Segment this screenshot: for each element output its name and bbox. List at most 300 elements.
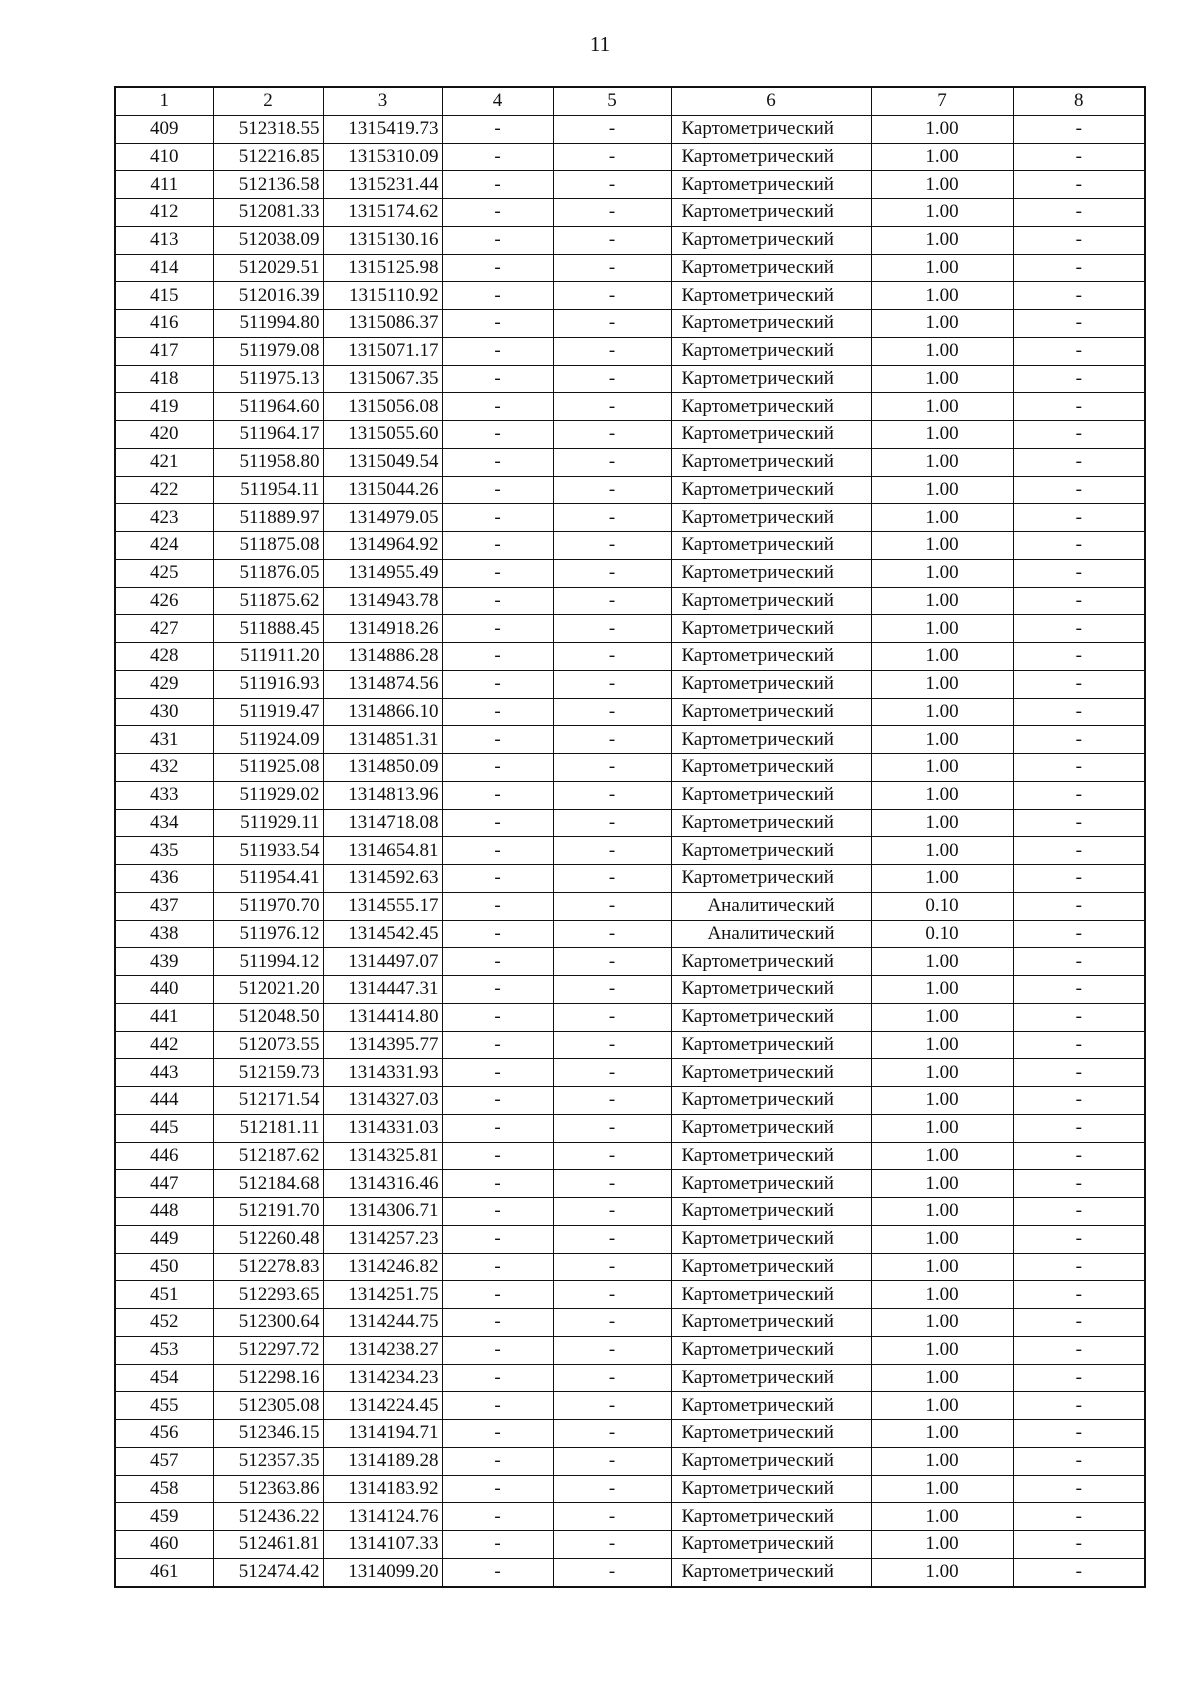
col4-cell: -	[442, 504, 553, 532]
y-coordinate-cell: 1314447.31	[323, 976, 442, 1004]
point-number-cell: 453	[115, 1336, 213, 1364]
method-cell: Картометрический	[671, 1531, 871, 1559]
table-row	[115, 1003, 1145, 1031]
x-coordinate-cell: 512187.62	[213, 1142, 323, 1170]
table-row	[115, 1170, 1145, 1198]
accuracy-cell: 1.00	[871, 337, 1013, 365]
col4-cell: -	[442, 532, 553, 560]
accuracy-cell: 1.00	[871, 476, 1013, 504]
point-number-cell: 411	[115, 171, 213, 199]
table-row	[115, 532, 1145, 560]
page-number: 11	[589, 32, 611, 56]
method-cell: Картометрический	[671, 310, 871, 338]
col5-cell: -	[553, 1364, 671, 1392]
col8-cell: -	[1013, 1087, 1145, 1115]
col4-cell: -	[442, 1364, 553, 1392]
y-coordinate-cell: 1315055.60	[323, 421, 442, 449]
x-coordinate-cell: 511994.80	[213, 310, 323, 338]
accuracy-cell: 1.00	[871, 1253, 1013, 1281]
point-number-cell: 439	[115, 948, 213, 976]
col5-cell: -	[553, 1170, 671, 1198]
col8-cell: -	[1013, 892, 1145, 920]
y-coordinate-cell: 1314943.78	[323, 587, 442, 615]
col8-cell: -	[1013, 421, 1145, 449]
table-row	[115, 1364, 1145, 1392]
col5-cell: -	[553, 1003, 671, 1031]
table-row	[115, 1114, 1145, 1142]
x-coordinate-cell: 512260.48	[213, 1225, 323, 1253]
y-coordinate-cell: 1314234.23	[323, 1364, 442, 1392]
table-row	[115, 948, 1145, 976]
col5-cell: -	[553, 1142, 671, 1170]
point-number-cell: 438	[115, 920, 213, 948]
accuracy-cell: 1.00	[871, 421, 1013, 449]
col4-cell: -	[442, 754, 553, 782]
method-cell: Картометрический	[671, 1309, 871, 1337]
x-coordinate-cell: 511916.93	[213, 670, 323, 698]
accuracy-cell: 1.00	[871, 754, 1013, 782]
x-coordinate-cell: 512171.54	[213, 1087, 323, 1115]
col8-cell: -	[1013, 1364, 1145, 1392]
y-coordinate-cell: 1314718.08	[323, 809, 442, 837]
accuracy-cell: 1.00	[871, 393, 1013, 421]
x-coordinate-cell: 512038.09	[213, 226, 323, 254]
header-cell: 3	[323, 87, 442, 115]
accuracy-cell: 1.00	[871, 226, 1013, 254]
method-cell: Картометрический	[671, 1114, 871, 1142]
table-row	[115, 1281, 1145, 1309]
col4-cell: -	[442, 726, 553, 754]
point-number-cell: 415	[115, 282, 213, 310]
x-coordinate-cell: 511875.08	[213, 532, 323, 560]
table-row	[115, 698, 1145, 726]
col8-cell: -	[1013, 1420, 1145, 1448]
col5-cell: -	[553, 837, 671, 865]
y-coordinate-cell: 1315067.35	[323, 365, 442, 393]
y-coordinate-cell: 1314874.56	[323, 670, 442, 698]
y-coordinate-cell: 1314246.82	[323, 1253, 442, 1281]
col5-cell: -	[553, 1392, 671, 1420]
accuracy-cell: 1.00	[871, 643, 1013, 671]
col5-cell: -	[553, 1031, 671, 1059]
col8-cell: -	[1013, 1003, 1145, 1031]
table-row	[115, 365, 1145, 393]
col4-cell: -	[442, 421, 553, 449]
col5-cell: -	[553, 1420, 671, 1448]
method-cell: Картометрический	[671, 143, 871, 171]
col4-cell: -	[442, 1475, 553, 1503]
col4-cell: -	[442, 1503, 553, 1531]
table-row	[115, 143, 1145, 171]
col4-cell: -	[442, 1447, 553, 1475]
accuracy-cell: 1.00	[871, 532, 1013, 560]
table-row	[115, 1059, 1145, 1087]
col8-cell: -	[1013, 448, 1145, 476]
point-number-cell: 448	[115, 1198, 213, 1226]
accuracy-cell: 1.00	[871, 1003, 1013, 1031]
col5-cell: -	[553, 365, 671, 393]
col5-cell: -	[553, 532, 671, 560]
y-coordinate-cell: 1315125.98	[323, 254, 442, 282]
x-coordinate-cell: 511889.97	[213, 504, 323, 532]
method-cell: Картометрический	[671, 1475, 871, 1503]
point-number-cell: 447	[115, 1170, 213, 1198]
method-cell: Картометрический	[671, 1225, 871, 1253]
col8-cell: -	[1013, 199, 1145, 227]
method-cell: Картометрический	[671, 948, 871, 976]
point-number-cell: 454	[115, 1364, 213, 1392]
col4-cell: -	[442, 1087, 553, 1115]
method-cell: Картометрический	[671, 643, 871, 671]
col4-cell: -	[442, 615, 553, 643]
col5-cell: -	[553, 670, 671, 698]
table-row	[115, 254, 1145, 282]
method-cell: Картометрический	[671, 1420, 871, 1448]
x-coordinate-cell: 511929.11	[213, 809, 323, 837]
y-coordinate-cell: 1314327.03	[323, 1087, 442, 1115]
method-cell: Картометрический	[671, 365, 871, 393]
point-number-cell: 458	[115, 1475, 213, 1503]
col5-cell: -	[553, 199, 671, 227]
point-number-cell: 441	[115, 1003, 213, 1031]
x-coordinate-cell: 511911.20	[213, 643, 323, 671]
point-number-cell: 440	[115, 976, 213, 1004]
table-row	[115, 199, 1145, 227]
x-coordinate-cell: 512016.39	[213, 282, 323, 310]
table-header-row	[115, 87, 1145, 115]
x-coordinate-cell: 512300.64	[213, 1309, 323, 1337]
point-number-cell: 409	[115, 115, 213, 143]
col4-cell: -	[442, 698, 553, 726]
col8-cell: -	[1013, 1225, 1145, 1253]
x-coordinate-cell: 511958.80	[213, 448, 323, 476]
accuracy-cell: 1.00	[871, 143, 1013, 171]
table-body	[115, 115, 1145, 1586]
col8-cell: -	[1013, 559, 1145, 587]
method-cell: Картометрический	[671, 226, 871, 254]
col4-cell: -	[442, 1336, 553, 1364]
x-coordinate-cell: 512318.55	[213, 115, 323, 143]
x-coordinate-cell: 511994.12	[213, 948, 323, 976]
col5-cell: -	[553, 1475, 671, 1503]
col5-cell: -	[553, 865, 671, 893]
col8-cell: -	[1013, 1475, 1145, 1503]
col8-cell: -	[1013, 282, 1145, 310]
x-coordinate-cell: 512278.83	[213, 1253, 323, 1281]
accuracy-cell: 1.00	[871, 587, 1013, 615]
accuracy-cell: 1.00	[871, 615, 1013, 643]
point-number-cell: 435	[115, 837, 213, 865]
point-number-cell: 420	[115, 421, 213, 449]
table-row	[115, 1031, 1145, 1059]
x-coordinate-cell: 511933.54	[213, 837, 323, 865]
col5-cell: -	[553, 698, 671, 726]
y-coordinate-cell: 1315071.17	[323, 337, 442, 365]
method-cell: Картометрический	[671, 781, 871, 809]
table-row	[115, 615, 1145, 643]
col5-cell: -	[553, 1503, 671, 1531]
col8-cell: -	[1013, 1142, 1145, 1170]
header-cell: 5	[553, 87, 671, 115]
point-number-cell: 423	[115, 504, 213, 532]
col8-cell: -	[1013, 1558, 1145, 1586]
method-cell: Аналитический	[671, 920, 871, 948]
col4-cell: -	[442, 254, 553, 282]
col4-cell: -	[442, 1253, 553, 1281]
point-number-cell: 416	[115, 310, 213, 338]
accuracy-cell: 1.00	[871, 781, 1013, 809]
table-row	[115, 670, 1145, 698]
y-coordinate-cell: 1314194.71	[323, 1420, 442, 1448]
method-cell: Картометрический	[671, 171, 871, 199]
method-cell: Картометрический	[671, 1031, 871, 1059]
x-coordinate-cell: 512436.22	[213, 1503, 323, 1531]
col5-cell: -	[553, 115, 671, 143]
accuracy-cell: 1.00	[871, 1420, 1013, 1448]
col4-cell: -	[442, 143, 553, 171]
col8-cell: -	[1013, 781, 1145, 809]
col4-cell: -	[442, 1198, 553, 1226]
col5-cell: -	[553, 1059, 671, 1087]
table-row	[115, 1392, 1145, 1420]
method-cell: Картометрический	[671, 532, 871, 560]
col8-cell: -	[1013, 976, 1145, 1004]
x-coordinate-cell: 512293.65	[213, 1281, 323, 1309]
col4-cell: -	[442, 171, 553, 199]
point-number-cell: 410	[115, 143, 213, 171]
accuracy-cell: 1.00	[871, 726, 1013, 754]
accuracy-cell: 1.00	[871, 1503, 1013, 1531]
method-cell: Картометрический	[671, 1364, 871, 1392]
accuracy-cell: 1.00	[871, 1558, 1013, 1586]
table-row	[115, 976, 1145, 1004]
method-cell: Картометрический	[671, 865, 871, 893]
header-cell: 4	[442, 87, 553, 115]
col8-cell: -	[1013, 1336, 1145, 1364]
col4-cell: -	[442, 1003, 553, 1031]
col4-cell: -	[442, 643, 553, 671]
y-coordinate-cell: 1314224.45	[323, 1392, 442, 1420]
y-coordinate-cell: 1314414.80	[323, 1003, 442, 1031]
x-coordinate-cell: 511954.11	[213, 476, 323, 504]
col8-cell: -	[1013, 393, 1145, 421]
point-number-cell: 451	[115, 1281, 213, 1309]
col5-cell: -	[553, 1114, 671, 1142]
y-coordinate-cell: 1314866.10	[323, 698, 442, 726]
table-row	[115, 1475, 1145, 1503]
col4-cell: -	[442, 310, 553, 338]
header-cell: 1	[115, 87, 213, 115]
point-number-cell: 431	[115, 726, 213, 754]
col8-cell: -	[1013, 1281, 1145, 1309]
col5-cell: -	[553, 1281, 671, 1309]
col8-cell: -	[1013, 365, 1145, 393]
y-coordinate-cell: 1314306.71	[323, 1198, 442, 1226]
method-cell: Картометрический	[671, 976, 871, 1004]
col8-cell: -	[1013, 476, 1145, 504]
point-number-cell: 413	[115, 226, 213, 254]
y-coordinate-cell: 1314099.20	[323, 1558, 442, 1586]
header-cell: 8	[1013, 87, 1145, 115]
point-number-cell: 446	[115, 1142, 213, 1170]
col5-cell: -	[553, 1558, 671, 1586]
x-coordinate-cell: 512357.35	[213, 1447, 323, 1475]
col8-cell: -	[1013, 1503, 1145, 1531]
point-number-cell: 444	[115, 1087, 213, 1115]
y-coordinate-cell: 1314257.23	[323, 1225, 442, 1253]
x-coordinate-cell: 512181.11	[213, 1114, 323, 1142]
y-coordinate-cell: 1314183.92	[323, 1475, 442, 1503]
method-cell: Картометрический	[671, 754, 871, 782]
accuracy-cell: 1.00	[871, 670, 1013, 698]
table-row	[115, 282, 1145, 310]
col8-cell: -	[1013, 1531, 1145, 1559]
method-cell: Картометрический	[671, 337, 871, 365]
table-row	[115, 892, 1145, 920]
y-coordinate-cell: 1314964.92	[323, 532, 442, 560]
table-row	[115, 1420, 1145, 1448]
col8-cell: -	[1013, 670, 1145, 698]
accuracy-cell: 1.00	[871, 976, 1013, 1004]
y-coordinate-cell: 1314395.77	[323, 1031, 442, 1059]
col4-cell: -	[442, 1558, 553, 1586]
col8-cell: -	[1013, 1059, 1145, 1087]
coordinates-table	[114, 86, 1146, 1588]
col5-cell: -	[553, 226, 671, 254]
col5-cell: -	[553, 393, 671, 421]
accuracy-cell: 1.00	[871, 1336, 1013, 1364]
col8-cell: -	[1013, 643, 1145, 671]
y-coordinate-cell: 1315419.73	[323, 115, 442, 143]
col5-cell: -	[553, 1447, 671, 1475]
y-coordinate-cell: 1314886.28	[323, 643, 442, 671]
accuracy-cell: 0.10	[871, 920, 1013, 948]
method-cell: Картометрический	[671, 1170, 871, 1198]
x-coordinate-cell: 512474.42	[213, 1558, 323, 1586]
col5-cell: -	[553, 1336, 671, 1364]
col4-cell: -	[442, 1114, 553, 1142]
col4-cell: -	[442, 1059, 553, 1087]
col8-cell: -	[1013, 1392, 1145, 1420]
method-cell: Картометрический	[671, 559, 871, 587]
x-coordinate-cell: 511929.02	[213, 781, 323, 809]
col5-cell: -	[553, 171, 671, 199]
table-row	[115, 865, 1145, 893]
col4-cell: -	[442, 1420, 553, 1448]
col8-cell: -	[1013, 809, 1145, 837]
y-coordinate-cell: 1314325.81	[323, 1142, 442, 1170]
col5-cell: -	[553, 1531, 671, 1559]
y-coordinate-cell: 1314542.45	[323, 920, 442, 948]
method-cell: Картометрический	[671, 1087, 871, 1115]
point-number-cell: 430	[115, 698, 213, 726]
col5-cell: -	[553, 587, 671, 615]
col8-cell: -	[1013, 865, 1145, 893]
point-number-cell: 419	[115, 393, 213, 421]
col8-cell: -	[1013, 115, 1145, 143]
x-coordinate-cell: 511970.70	[213, 892, 323, 920]
x-coordinate-cell: 511888.45	[213, 615, 323, 643]
table-row	[115, 1225, 1145, 1253]
table-row	[115, 421, 1145, 449]
accuracy-cell: 1.00	[871, 809, 1013, 837]
x-coordinate-cell: 512216.85	[213, 143, 323, 171]
method-cell: Картометрический	[671, 726, 871, 754]
y-coordinate-cell: 1314331.93	[323, 1059, 442, 1087]
x-coordinate-cell: 512346.15	[213, 1420, 323, 1448]
col8-cell: -	[1013, 1253, 1145, 1281]
y-coordinate-cell: 1314331.03	[323, 1114, 442, 1142]
point-number-cell: 436	[115, 865, 213, 893]
col4-cell: -	[442, 1142, 553, 1170]
x-coordinate-cell: 511919.47	[213, 698, 323, 726]
point-number-cell: 461	[115, 1558, 213, 1586]
accuracy-cell: 1.00	[871, 504, 1013, 532]
col5-cell: -	[553, 448, 671, 476]
col4-cell: -	[442, 948, 553, 976]
point-number-cell: 450	[115, 1253, 213, 1281]
y-coordinate-cell: 1315310.09	[323, 143, 442, 171]
x-coordinate-cell: 511924.09	[213, 726, 323, 754]
point-number-cell: 452	[115, 1309, 213, 1337]
x-coordinate-cell: 512363.86	[213, 1475, 323, 1503]
col5-cell: -	[553, 1225, 671, 1253]
col4-cell: -	[442, 115, 553, 143]
col8-cell: -	[1013, 754, 1145, 782]
x-coordinate-cell: 511954.41	[213, 865, 323, 893]
col5-cell: -	[553, 1198, 671, 1226]
col4-cell: -	[442, 781, 553, 809]
col5-cell: -	[553, 726, 671, 754]
y-coordinate-cell: 1314124.76	[323, 1503, 442, 1531]
x-coordinate-cell: 511964.60	[213, 393, 323, 421]
y-coordinate-cell: 1314654.81	[323, 837, 442, 865]
col4-cell: -	[442, 1531, 553, 1559]
col5-cell: -	[553, 809, 671, 837]
point-number-cell: 456	[115, 1420, 213, 1448]
col4-cell: -	[442, 476, 553, 504]
col4-cell: -	[442, 199, 553, 227]
col5-cell: -	[553, 310, 671, 338]
y-coordinate-cell: 1314497.07	[323, 948, 442, 976]
method-cell: Картометрический	[671, 115, 871, 143]
x-coordinate-cell: 512297.72	[213, 1336, 323, 1364]
point-number-cell: 443	[115, 1059, 213, 1087]
accuracy-cell: 1.00	[871, 1225, 1013, 1253]
y-coordinate-cell: 1315044.26	[323, 476, 442, 504]
point-number-cell: 417	[115, 337, 213, 365]
accuracy-cell: 1.00	[871, 1392, 1013, 1420]
col8-cell: -	[1013, 532, 1145, 560]
accuracy-cell: 1.00	[871, 837, 1013, 865]
point-number-cell: 460	[115, 1531, 213, 1559]
accuracy-cell: 1.00	[871, 365, 1013, 393]
x-coordinate-cell: 512081.33	[213, 199, 323, 227]
method-cell: Картометрический	[671, 393, 871, 421]
table-row	[115, 393, 1145, 421]
y-coordinate-cell: 1314592.63	[323, 865, 442, 893]
point-number-cell: 414	[115, 254, 213, 282]
point-number-cell: 422	[115, 476, 213, 504]
header-cell: 6	[671, 87, 871, 115]
y-coordinate-cell: 1314555.17	[323, 892, 442, 920]
table-row	[115, 1531, 1145, 1559]
col4-cell: -	[442, 670, 553, 698]
table-row	[115, 1087, 1145, 1115]
method-cell: Картометрический	[671, 1392, 871, 1420]
y-coordinate-cell: 1315231.44	[323, 171, 442, 199]
accuracy-cell: 1.00	[871, 1087, 1013, 1115]
